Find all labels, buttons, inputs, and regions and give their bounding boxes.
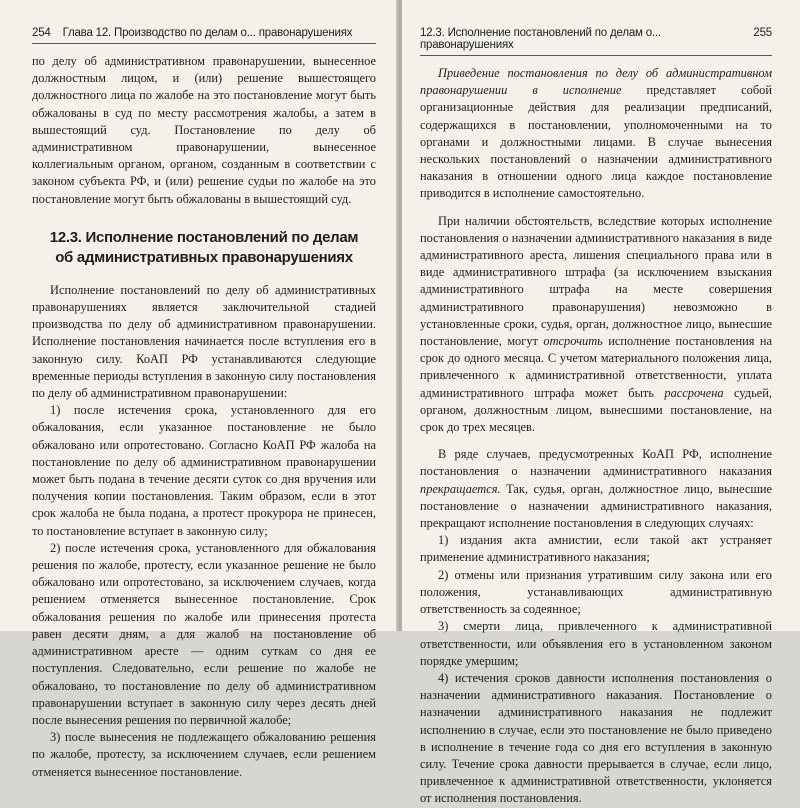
right-list-item-2: 2) отмены или признания утратившим силу закона или его положения, устанавливающих административную ответственность за содеянное;: [420, 567, 772, 617]
term-installments: рассрочена: [664, 385, 724, 400]
term-terminated: прекращается.: [420, 481, 501, 496]
right-paragraph-1: Приведение постановления по делу об административном правонарушении в исполнение представляет собой организационные действия для реализации предписаний, содержащихся в постановлении, уполномоченными на то органами и должностными лицами. В случае вынесения нескольких постановлений о назначении административного наказания в отношении одного лица каждое постановление приводится в исполнение самостоятельно.: [420, 66, 772, 201]
right-page-body: [420, 65, 772, 808]
left-paragraph-1: Исполнение постановлений по делу об административных правонарушениях является заключительной стадией производства по делу об административном правонарушении. Исполнение постановления начинается после вступления его в законную силу. КоАП РФ устанавливаются следующие временные периоды вступления в законную силу постановления по делу об административном правонарушении:: [32, 282, 376, 401]
term-defer: отсрочить: [543, 334, 603, 349]
right-paragraph-3: В ряде случаев, предусмотренных КоАП РФ, исполнение постановления о назначении административного наказания прекращается. Так, судья, орган, должностное лицо, вынесшие постановление о назначении административного наказания, прекращают исполнение постановления в следующих случаях:: [420, 447, 772, 531]
right-paragraph-2: При наличии обстоятельств, вследствие которых исполнение постановления о назначении административного наказания в виде административного ареста, лишения специального права или в виде административного штрафа (за исключением взыскания административного штрафа на месте совершения административного правонарушения) невозможно в установленные сроки, судья, орган, должностное лицо, вынесшие постановление, могут отсрочить исполнение постановления на срок до одного месяца. С учетом материального положения лица, привлеченного к административной ответственности, уплата административного штрафа может быть рассрочена судьей, органом, должностным лицом, вынесшими постановление, на срок до трех месяцев.: [420, 213, 772, 435]
left-list-item-3: 3) после вынесения не подлежащего обжалованию решения по жалобе, протесту, за исключением случаев, если решением отменяется вынесенное постановление.: [32, 730, 376, 779]
right-page-header: [420, 0, 772, 56]
left-page-header: [32, 0, 376, 44]
term-enforcement: Приведение постановления по делу об административном правонарушении в исполнение: [420, 66, 772, 98]
left-paragraph-continued: по делу об административном правонарушении, вынесенное должностным лицом, и (или) решение вышестоящего должностного лица по жалобе на это постановление могут быть обжалованы в суд по месту рассмотрения жалобы, а затем в вышестоящий суд. Постановление по делу об административном правонарушении, вынесенное коллегиальным органом, органом, созданным в соответствии с законом субъекта РФ, и (или) решение судьи по жалобе на это постановление могут быть обжалованы в вышестоящий суд.: [32, 54, 376, 206]
section-heading-line-2: об административных правонарушениях: [55, 248, 353, 266]
right-page: [402, 0, 800, 806]
right-list-item-1: 1) издания акта амнистии, если такой акт устраняет применение административного наказания;: [420, 533, 772, 565]
left-page-body: [32, 53, 376, 781]
section-heading-line-1: 12.3. Исполнение постановлений по делам: [49, 228, 359, 246]
left-page-number: 254: [32, 27, 51, 39]
right-page-number: 255: [753, 27, 772, 39]
left-page: [0, 0, 398, 779]
left-list-item-1: 1) после истечения срока, установленного для его обжалования, если указанное постановление не было обжаловано или опротестовано. Согласно КоАП РФ жалоба на постановление по делу об административном правонарушении может быть подана в течение десяти суток со дня вручения или получения копии постановления. Таким образом, если в этот срок жалоба не была подана, а протест прокурора не принесен, то постановление вступает в законную силу;: [32, 403, 376, 538]
right-list-item-3: 3) смерти лица, привлеченного к административной ответственности, или объявления его в установленном законом порядке умершим;: [420, 619, 772, 668]
right-list-item-4: 4) истечения сроков давности исполнения постановления о назначении административного наказания. Постановление о назначении административного наказания не подлежит исполнению в случае, если это постановление не было приведено в исполнение в течение года со дня его вступления в законную силу. Течение срока давности прерывается в случае, если лицо, привлеченное к административной ответственности, уклоняется от исполнения постановления.: [420, 670, 772, 806]
left-list-item-2: 2) после истечения срока, установленного для обжалования решения по жалобе, протесту, если указанное решение не было обжаловано или опротестовано, за исключением случаев, когда решением отменяется вынесенное постановление. Срок обжалования решения по жалобе или принесения протеста равен десяти дням, а для жалоб на постановление об административном аресте — одним суткам со дня ее поступления. Следовательно, если решение по жалобе не обжаловано, то постановление по делу об административном правонарушении вступает в законную силу через десять дней после вынесения решения по первичной жалобе;: [32, 540, 376, 727]
right-running-head: 12.3. Исполнение постановлений по делам о... правонарушениях: [420, 27, 661, 51]
section-heading: [32, 228, 376, 268]
left-running-head: Глава 12. Производство по делам о... правонарушениях: [62, 27, 353, 39]
